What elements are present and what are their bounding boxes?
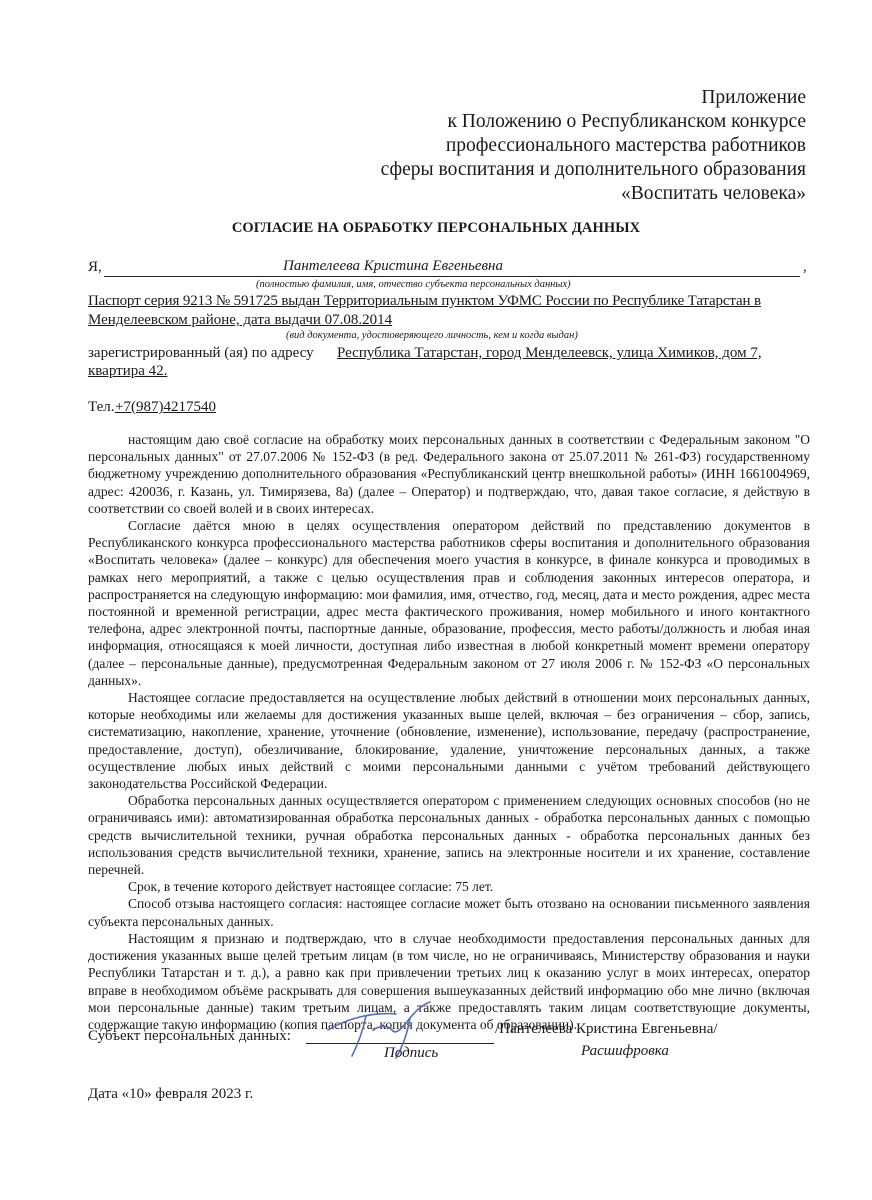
appendix-line-3: профессионального мастерства работников — [445, 135, 806, 156]
paragraph-term: Срок, в течение которого действует настоящее согласие: 75 лет. — [128, 879, 494, 895]
signature-caption: Подпись — [384, 1045, 439, 1061]
passport-line-2: Менделеевском районе, дата выдачи 07.08.2014 — [88, 312, 393, 328]
subject-name-line — [104, 276, 800, 277]
passport-caption: (вид документа, удостоверяющего личность, кем и когда выдан) — [286, 330, 578, 341]
passport-line-1: Паспорт серия 9213 № 591725 выдан Территориальным пунктом УФМС России по Республике Татарстан в — [88, 293, 761, 309]
signature-label: Субъект персональных данных: — [88, 1028, 291, 1044]
paragraph-revocation: Способ отзыва настоящего согласия: настоящее согласие может быть отозвано на основании письменного заявления субъекта персональных данных. — [88, 896, 810, 929]
paragraph-purpose: Согласие даётся мною в целях осуществления оператором действий по представлению документов в Республиканского конкурса профессионального мастерства работников сферы воспитания и дополнительного образования «Воспитать человека» (далее – конкурс) для обеспечения моего участия в конкурсе, в финале конкурса и проводимых в рамках него мероприятий, а также с целью осуществления прав и соблюдения законных интересов оператора, и распространяется на следующую информацию: мои фамилия, имя, отчество, год, месяц, дата и место рождения, адрес места постоянной и временной регистрации, адрес места фактического проживания, номер мобильного и иного контактного телефона, адрес электронной почты, паспортные данные, образование, профессия, место работы/должность и любая иная информация, относящаяся к моей личности, доступная либо известная в любой конкретный момент времени оператору (далее – персональные данные), предусмотренная Федеральным законом от 27 июля 2006 г. № 152-ФЗ «О персональных данных». — [88, 518, 810, 688]
subject-prefix: Я, — [88, 259, 102, 275]
address-line-1: Республика Татарстан, город Менделеевск, улица Химиков, дом 7, — [337, 345, 762, 361]
phone-label: Тел. — [88, 399, 115, 415]
paragraph-consent: настоящим даю своё согласие на обработку моих персональных данных в соответствии с Федеральным законом "О персональных данных" от 27.07.2006 № 152-ФЗ (в ред. Федерального закона от 25.07.2011 № 261-ФЗ) государственному бюджетному учреждению дополнительного образования «Республиканский центр внешкольной работы» (ИНН 1661004969, адрес: 420036, г. Казань, ул. Тимирязева, 8а) (далее – Оператор) и подтверждаю, что, давая такое согласие, я действую в соответствии со своей волей и в своих интересах. — [88, 432, 810, 516]
appendix-header — [336, 86, 806, 206]
appendix-line-2: к Положению о Республиканском конкурсе — [447, 111, 806, 132]
paragraph-methods: Обработка персональных данных осуществляется оператором с применением следующих основных способов (но не ограничиваясь ими): автоматизированная обработка персональных данных - обработка персональных данных с помощью средств вычислительной техники, ручная обработка персональных данных - обработка персональных данных без использования средств вычислительной техники, хранение, запись на электронные носители и их хранение, составление перечней. — [88, 793, 810, 878]
document-date: Дата «10» февраля 2023 г. — [88, 1086, 254, 1102]
phone-value: +7(987)4217540 — [115, 399, 216, 415]
subject-caption: (полностью фамилия, имя, отчество субъекта персональных данных) — [256, 279, 571, 290]
document-title: СОГЛАСИЕ НА ОБРАБОТКУ ПЕРСОНАЛЬНЫХ ДАННЫХ — [231, 220, 641, 236]
signature-name: /Пантелеева Кристина Евгеньевна/ — [495, 1021, 718, 1037]
appendix-line-5: «Воспитать человека» — [621, 183, 806, 204]
appendix-line-4: сферы воспитания и дополнительного образования — [380, 159, 806, 180]
consent-body — [88, 431, 810, 1033]
address-prefix: зарегистрированный (ая) по адресу — [88, 345, 314, 361]
appendix-line-1: Приложение — [701, 87, 806, 108]
paragraph-actions: Настоящее согласие предоставляется на осуществление любых действий в отношении моих персональных данных, которые необходимы или желаемы для достижения указанных выше целей, включая – без ограничения – сбор, запись, систематизацию, накопление, хранение, уточнение (обновление, изменение), использование, передачу (распространение, предоставление, доступ), обезличивание, блокирование, удаление, уничтожение персональных данных, а также осуществление любых иных действий с моими персональными данными с учётом требований действующего законодательства Российской Федерации. — [88, 690, 810, 792]
subject-name: Пантелеева Кристина Евгеньевна — [283, 258, 503, 274]
paragraph-third-parties: Настоящим я признаю и подтверждаю, что в случае необходимости предоставления персональных данных для достижения указанных выше целей третьим лицам (в том числе, но не ограничиваясь, Министерству образования и науки Республики Татарстан и т. д.), а равно как при привлечении третьих лиц к оказанию услуг в моих интересах, оператор вправе в необходимом объёме раскрывать для совершения вышеуказанных действий информацию обо мне лично (включая мои персональные данные) таким третьим лицам, а также предоставлять таким лицам соответствующие документы, содержащие такую информацию (копия паспорта, копия документа об образовании). — [88, 930, 810, 1032]
subject-suffix: , — [803, 259, 807, 275]
address-line-2: квартира 42. — [88, 363, 168, 379]
decode-caption: Расшифровка — [581, 1043, 669, 1059]
